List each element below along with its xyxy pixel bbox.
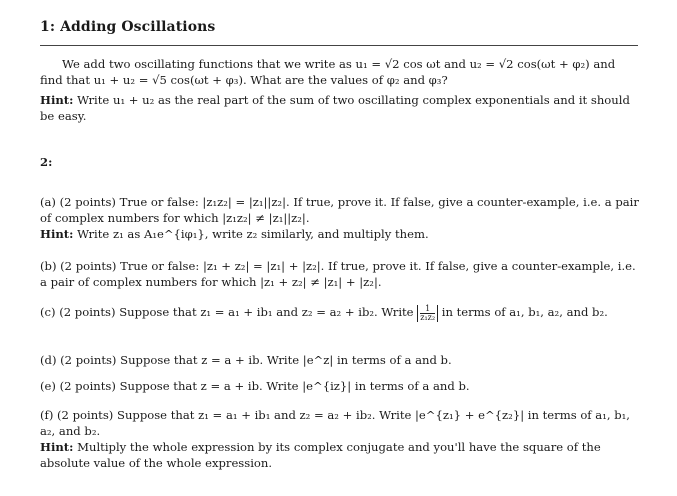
- problem-1-text: [40, 56, 640, 88]
- section-title: 1: Adding Oscillations: [40, 19, 216, 35]
- part-b: [40, 258, 640, 290]
- part-f: [40, 407, 640, 471]
- part-b-text: (b) (2 points) True or false: |z₁ + z₂| = |z₁| + |z₂|. If true, prove it. If false, give a counter-example, i.e. a pair of complex numbers for which |z₁ + z₂| ≠ |z₁| + |z₂|.: [40, 259, 636, 289]
- part-a-hint-label: Hint:: [40, 227, 74, 241]
- problem-1-statement: We add two oscillating functions that we write as u₁ = √2 cos ωt and u₂ = √2 cos(ωt + φ₂) and find that u₁ + u₂ = √5 cos(ωt + φ₃). What are the values of φ₂ and φ₃?: [40, 57, 616, 87]
- problem-1-hint: [40, 92, 640, 124]
- part-c: [40, 304, 640, 322]
- part-e: [40, 378, 640, 394]
- part-d: [40, 352, 640, 368]
- part-f-hint-text: Multiply the whole expression by its complex conjugate and you'll have the square of the absolute value of the whole expression.: [40, 440, 601, 470]
- part-a: [40, 194, 640, 242]
- section-divider: [40, 45, 638, 46]
- part-a-text: (a) (2 points) True or false: |z₁z₂| = |z₁||z₂|. If true, prove it. If false, give a counter-example, i.e. a pair of complex numbers for which |z₁z₂| ≠ |z₁||z₂|.: [40, 195, 639, 225]
- part-c-text-after: in terms of a₁, b₁, a₂, and b₂.: [438, 305, 608, 319]
- hint-text: Write u₁ + u₂ as the real part of the sum of two oscillating complex exponentials and it should be easy.: [40, 93, 630, 123]
- hint-label: Hint:: [40, 93, 74, 107]
- part-c-text-before: (c) (2 points) Suppose that z₁ = a₁ + ib₁ and z₂ = a₂ + ib₂. Write: [40, 305, 418, 319]
- part-f-hint-label: Hint:: [40, 440, 74, 454]
- fraction-numerator: 1: [420, 305, 435, 314]
- part-f-text: (f) (2 points) Suppose that z₁ = a₁ + ib₁ and z₂ = a₂ + ib₂. Write |e^{z₁} + e^{z₂}| in terms of a₁, b₁, a₂, and b₂.: [40, 408, 630, 438]
- subsection-label: 2:: [40, 155, 53, 169]
- part-e-text: (e) (2 points) Suppose that z = a + ib. Write |e^{iz}| in terms of a and b.: [40, 379, 470, 393]
- reciprocal-fraction: [417, 305, 438, 322]
- fraction-denominator: z₁z₂: [420, 312, 436, 322]
- part-d-text: (d) (2 points) Suppose that z = a + ib. Write |e^z| in terms of a and b.: [40, 353, 452, 367]
- part-a-hint-text: Write z₁ as A₁e^{iφ₁}, write z₂ similarly, and multiply them.: [73, 227, 429, 241]
